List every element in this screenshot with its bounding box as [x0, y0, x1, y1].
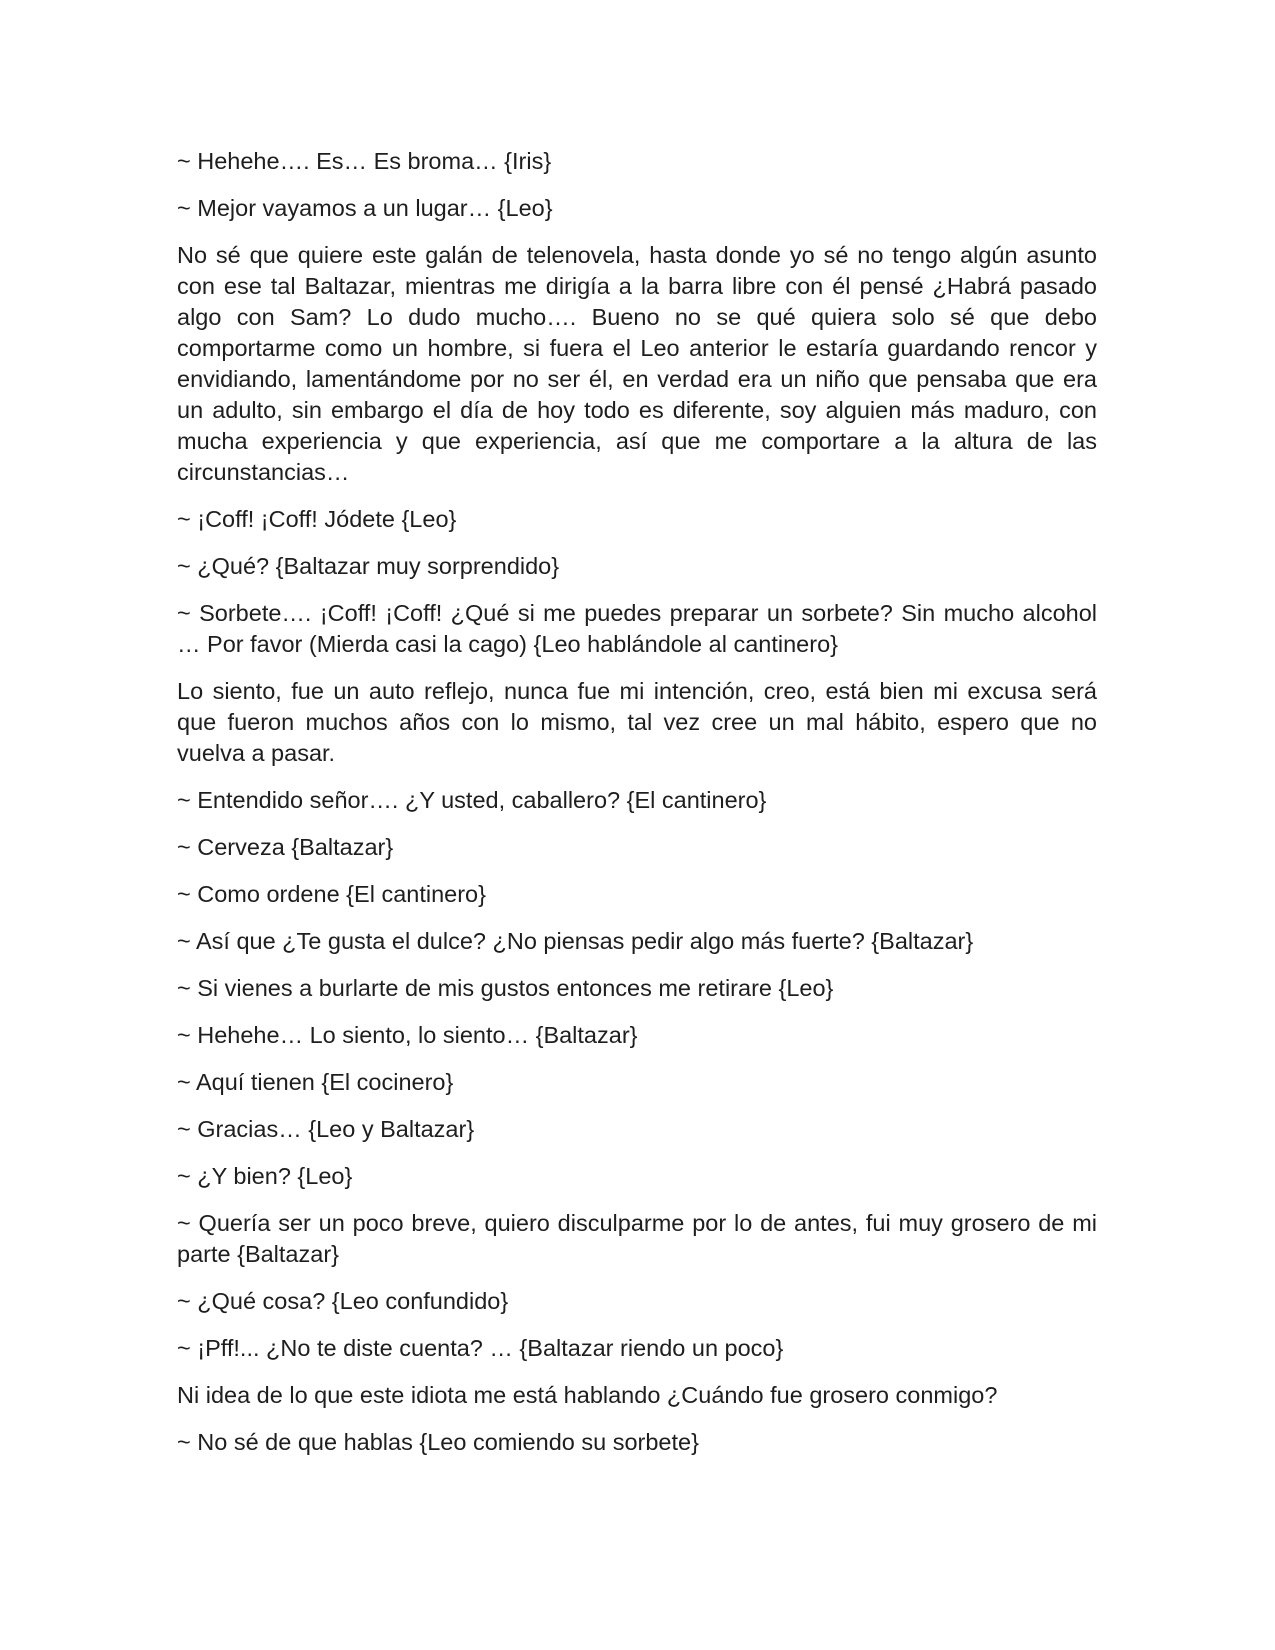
narration-paragraph: Ni idea de lo que este idiota me está hablando ¿Cuándo fue grosero conmigo? [177, 1382, 998, 1408]
dialogue-line: ~ ¿Qué? {Baltazar muy sorprendido} [177, 553, 560, 579]
dialogue-line: ~ ¡Pff!... ¿No te diste cuenta? … {Baltazar riendo un poco} [177, 1335, 784, 1361]
narration-paragraph: Lo siento, fue un auto reflejo, nunca fue mi intención, creo, está bien mi excusa será que fueron muchos años con lo mismo, tal vez cree un mal hábito, espero que no vuelva a pasar. [177, 678, 1097, 766]
dialogue-line: ~ Quería ser un poco breve, quiero disculparme por lo de antes, fui muy grosero de mi parte {Baltazar} [177, 1210, 1097, 1267]
dialogue-line: ~ Mejor vayamos a un lugar… {Leo} [177, 195, 553, 221]
dialogue-line: ~ Hehehe…. Es… Es broma… {Iris} [177, 148, 552, 174]
dialogue-line: ~ No sé de que hablas {Leo comiendo su sorbete} [177, 1429, 699, 1455]
dialogue-line: ~ Sorbete…. ¡Coff! ¡Coff! ¿Qué si me puedes preparar un sorbete? Sin mucho alcohol … Por favor (Mierda casi la cago) {Leo hablándole al cantinero} [177, 600, 1097, 657]
page-body [177, 146, 1097, 1474]
dialogue-line: ~ Entendido señor…. ¿Y usted, caballero? {El cantinero} [177, 787, 767, 813]
narration-paragraph: No sé que quiere este galán de telenovela, hasta donde yo sé no tengo algún asunto con ese tal Baltazar, mientras me dirigía a la barra libre con él pensé ¿Habrá pasado algo con Sam? Lo dudo mucho…. Bueno no se qué quiera solo sé que debo comportarme como un hombre, si fuera el Leo anterior le estaría guardando rencor y envidiando, lamentándome por no ser él, en verdad era un niño que pensaba que era un adulto, sin embargo el día de hoy todo es diferente, soy alguien más maduro, con mucha experiencia y que experiencia, así que me comportare a la altura de las circunstancias… [177, 242, 1097, 485]
dialogue-line: ~ ¡Coff! ¡Coff! Jódete {Leo} [177, 506, 457, 532]
dialogue-line: ~ Hehehe… Lo siento, lo siento… {Baltazar} [177, 1022, 638, 1048]
dialogue-line: ~ Así que ¿Te gusta el dulce? ¿No piensas pedir algo más fuerte? {Baltazar} [177, 928, 974, 954]
dialogue-line: ~ Aquí tienen {El cocinero} [177, 1069, 454, 1095]
dialogue-line: ~ ¿Y bien? {Leo} [177, 1163, 353, 1189]
dialogue-line: ~ Cerveza {Baltazar} [177, 834, 394, 860]
dialogue-line: ~ ¿Qué cosa? {Leo confundido} [177, 1288, 509, 1314]
dialogue-line: ~ Como ordene {El cantinero} [177, 881, 486, 907]
dialogue-line: ~ Gracias… {Leo y Baltazar} [177, 1116, 475, 1142]
dialogue-line: ~ Si vienes a burlarte de mis gustos entonces me retirare {Leo} [177, 975, 834, 1001]
